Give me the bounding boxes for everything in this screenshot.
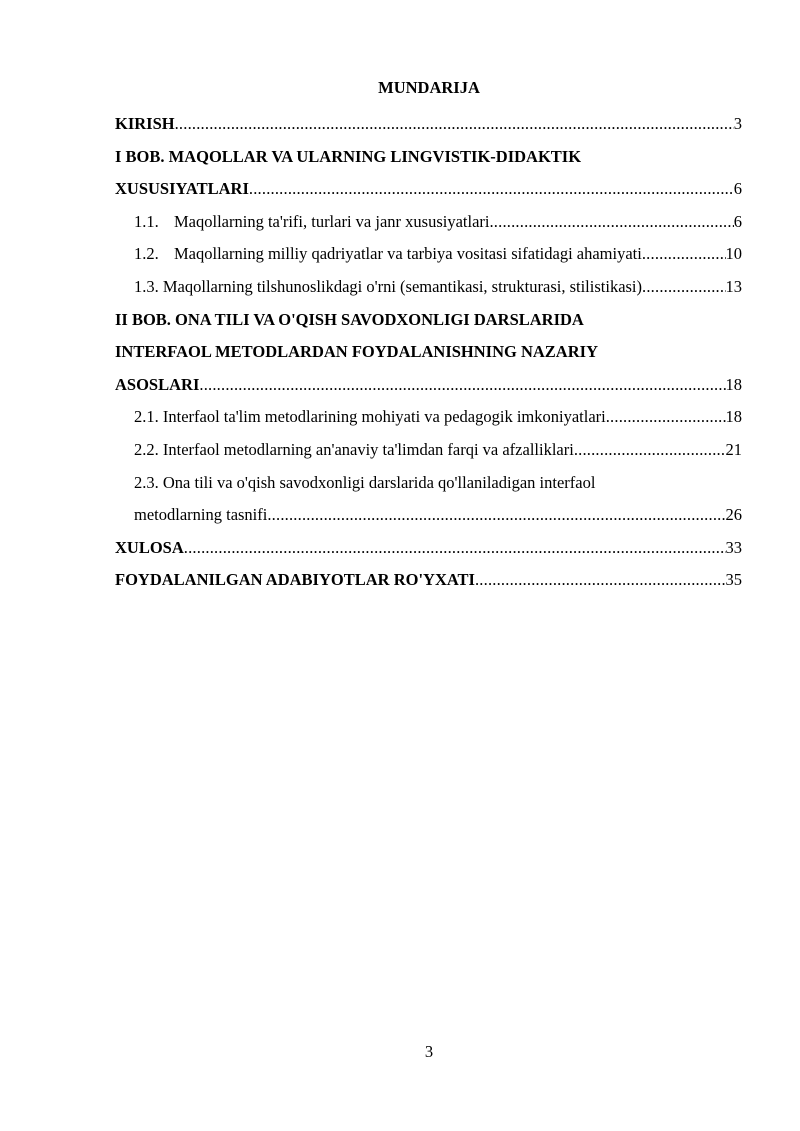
dot-leader	[267, 499, 725, 532]
toc-entry-2-1[interactable]	[115, 401, 742, 434]
dot-leader	[249, 173, 734, 206]
toc-page-number: 18	[725, 407, 742, 427]
toc-entry-bob2-cont2[interactable]	[115, 369, 742, 402]
toc-entry-1-3[interactable]	[115, 271, 742, 304]
page-number: 3	[424, 1042, 434, 1061]
toc-entry-label: I BOB. MAQOLLAR VA ULARNING LINGVISTIK-DIDAKTIK	[115, 146, 582, 166]
dot-leader	[184, 532, 726, 565]
toc-entry-1-1[interactable]	[115, 206, 742, 239]
toc-entry-label: 1.3. Maqollarning tilshunoslikdagi o'rni (semantikasi, strukturasi, stilistikasi)	[134, 276, 643, 296]
dot-leader	[642, 271, 725, 304]
toc-entry-label: ASOSLARI	[115, 374, 200, 394]
toc-page-number: 6	[733, 179, 742, 199]
dot-leader	[475, 564, 726, 597]
dot-leader	[574, 434, 726, 467]
toc-entry-label: metodlarning tasnifi	[134, 505, 268, 525]
section-number: 1.1.	[134, 211, 159, 231]
toc-page-number: 18	[725, 374, 742, 394]
toc-entry-label: INTERFAOL METODLARDAN FOYDALANISHNING NAZARIY	[115, 342, 598, 362]
toc-entry-label: Maqollarning ta'rifi, turlari va janr xususiyatlari	[174, 211, 490, 231]
toc-entry-kirish[interactable]	[115, 108, 742, 141]
dot-leader	[199, 369, 725, 402]
dot-leader	[642, 238, 726, 271]
toc-page-number: 33	[725, 537, 742, 557]
toc-entry-label: XUSUSIYATLARI	[115, 179, 249, 199]
toc-page-number: 35	[725, 570, 742, 590]
toc-entry-bob1-cont[interactable]	[115, 173, 742, 206]
toc-entry-1-2[interactable]	[115, 238, 742, 271]
toc-page-number: 21	[725, 439, 742, 459]
dot-leader	[489, 206, 733, 239]
toc-entry-label: 2.2. Interfaol metodlarning an'anaviy ta'limdan farqi va afzalliklari	[134, 439, 574, 459]
toc-entry-label: Maqollarning milliy qadriyatlar va tarbiya vositasi sifatidagi ahamiyati	[174, 244, 642, 264]
toc-page-number: 26	[725, 505, 742, 525]
toc-entry-label: KIRISH	[115, 114, 175, 133]
toc-page-number: 3	[733, 114, 742, 133]
toc-entry-2-3[interactable]	[115, 467, 742, 500]
toc-page-number: 10	[725, 244, 742, 264]
dot-leader	[175, 108, 734, 141]
toc-entry-label: 2.1. Interfaol ta'lim metodlarining mohiyati va pedagogik imkoniyatlari	[134, 407, 606, 427]
toc-page-number: 13	[725, 276, 742, 296]
toc-entry-label: II BOB. ONA TILI VA O'QISH SAVODXONLIGI DARSLARIDA	[115, 309, 584, 329]
toc-entry-xulosa[interactable]	[115, 532, 742, 565]
toc-page-number: 6	[733, 211, 742, 231]
toc-entry-label: XULOSA	[115, 537, 184, 557]
toc-entry-label: 2.3. Ona tili va o'qish savodxonligi darslarida qo'llaniladigan interfaol	[134, 472, 596, 492]
section-number: 1.2.	[134, 244, 159, 264]
toc-entry-bob1[interactable]	[115, 141, 742, 174]
toc-entry-2-3-cont[interactable]	[115, 499, 742, 532]
toc-title: MUNDARIJA	[378, 78, 480, 97]
toc-entry-label: FOYDALANILGAN ADABIYOTLAR RO'YXATI	[115, 570, 475, 590]
toc-entry-bob2[interactable]	[115, 304, 742, 337]
table-of-contents	[115, 108, 742, 597]
dot-leader	[606, 401, 726, 434]
toc-entry-adabiyotlar[interactable]	[115, 564, 742, 597]
toc-entry-bob2-cont[interactable]	[115, 336, 742, 369]
toc-entry-2-2[interactable]	[115, 434, 742, 467]
